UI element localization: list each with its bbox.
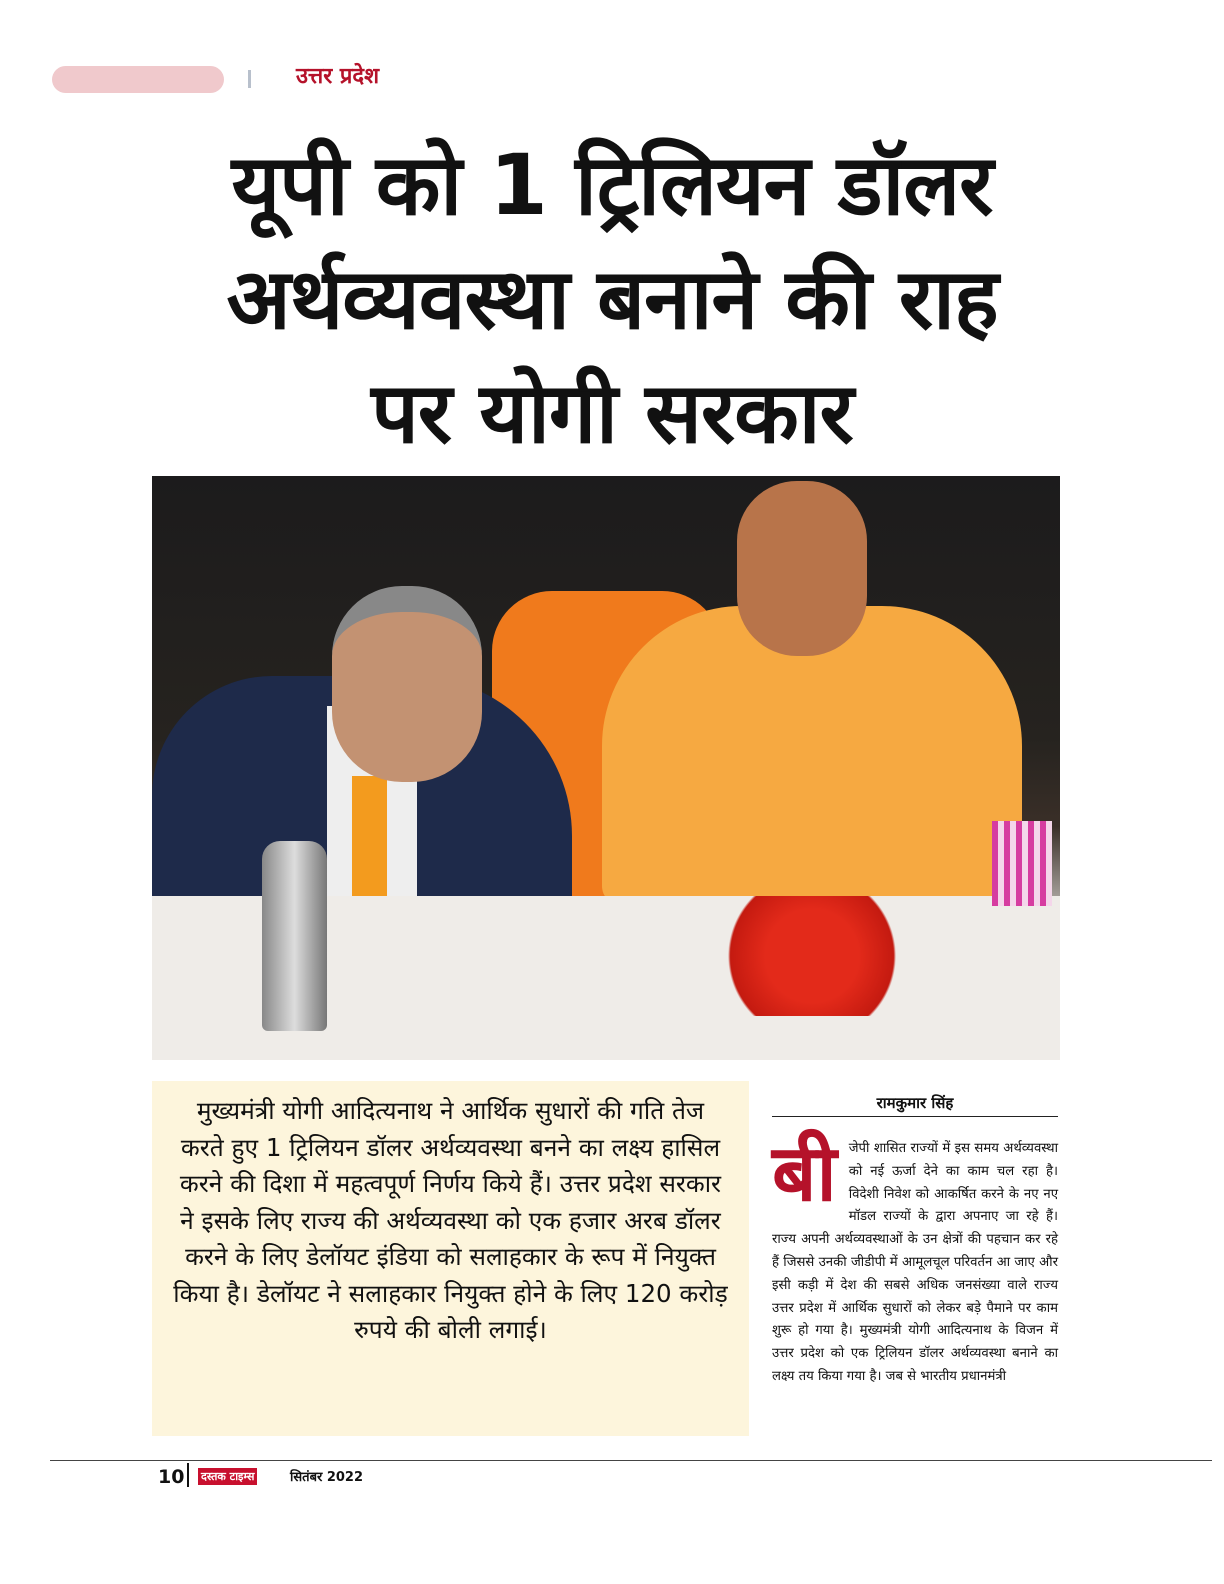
magazine-logo: दस्तक टाइम्स bbox=[198, 1468, 257, 1485]
headline-line: अर्थव्यवस्था बनाने की राह bbox=[226, 250, 998, 348]
footer-rule bbox=[50, 1460, 1212, 1461]
headline-line: यूपी को 1 ट्रिलियन डॉलर bbox=[231, 136, 993, 234]
article-body bbox=[772, 1129, 1058, 1389]
headline-line: पर योगी सरकार bbox=[371, 364, 853, 462]
headline bbox=[100, 128, 1124, 470]
person-right-head bbox=[737, 481, 867, 656]
summary-text: मुख्यमंत्री योगी आदित्यनाथ ने आर्थिक सुधारों की गति तेज करते हुए 1 ट्रिलियन डॉलर अर्थव्यवस्था बनने का लक्ष्य हासिल करने की दिशा में महत्वपूर्ण निर्णय किये हैं। उत्तर प्रदेश सरकार ने इसके लिए राज्य की अर्थव्यवस्था को एक हजार अरब डॉलर करने के लिए डेलॉयट इंडिया को सलाहकार के रूप में नियुक्त किया है। डेलॉयट ने सलाहकार नियुक्त होने के लिए 120 करोड़ रुपये की बोली लगाई। bbox=[173, 1096, 728, 1344]
person-left-tie bbox=[352, 776, 387, 916]
issue-date: सितंबर 2022 bbox=[290, 1470, 364, 1485]
person-left-head bbox=[332, 586, 482, 782]
header-tag-placeholder bbox=[52, 66, 224, 93]
article-text: जेपी शासित राज्यों में इस समय अर्थव्यवस्था को नई ऊर्जा देने का काम चल रहा है। विदेशी निवेश को आकर्षित करने के नए नए मॉडल राज्यों के द्वारा अपनाए जा रहे हैं। राज्य अपनी अर्थव्यवस्थाओं के उन क्षेत्रों की पहचान कर रहे हैं जिससे उनकी जीडीपी में आमूलचूल परिवर्तन आ जाए और इसी कड़ी में देश की सबसे अधिक जनसंख्या वाले राज्य उत्तर प्रदेश में आर्थिक सुधारों को लेकर बड़े पैमाने पर काम शुरू हो गया है। मुख्यमंत्री योगी आदित्यनाथ के विजन में उत्तर प्रदेश को एक ट्रिलियन डॉलर अर्थव्यवस्था बनाने का लक्ष्य तय किया गया है। जब से भारतीय प्रधानमंत्री bbox=[772, 1141, 1058, 1384]
page-number: 10 bbox=[158, 1466, 185, 1488]
section-label: उत्तर प्रदेश bbox=[296, 64, 380, 89]
article-photo bbox=[152, 476, 1060, 1060]
summary-box bbox=[152, 1081, 749, 1436]
byline: रामकुमार सिंह bbox=[772, 1093, 1058, 1117]
pen-holder bbox=[992, 821, 1052, 906]
header-divider bbox=[248, 70, 251, 88]
drop-cap: बी bbox=[772, 1129, 837, 1219]
flowers bbox=[712, 896, 912, 1016]
flask bbox=[262, 841, 327, 1031]
footer-divider bbox=[187, 1463, 189, 1487]
